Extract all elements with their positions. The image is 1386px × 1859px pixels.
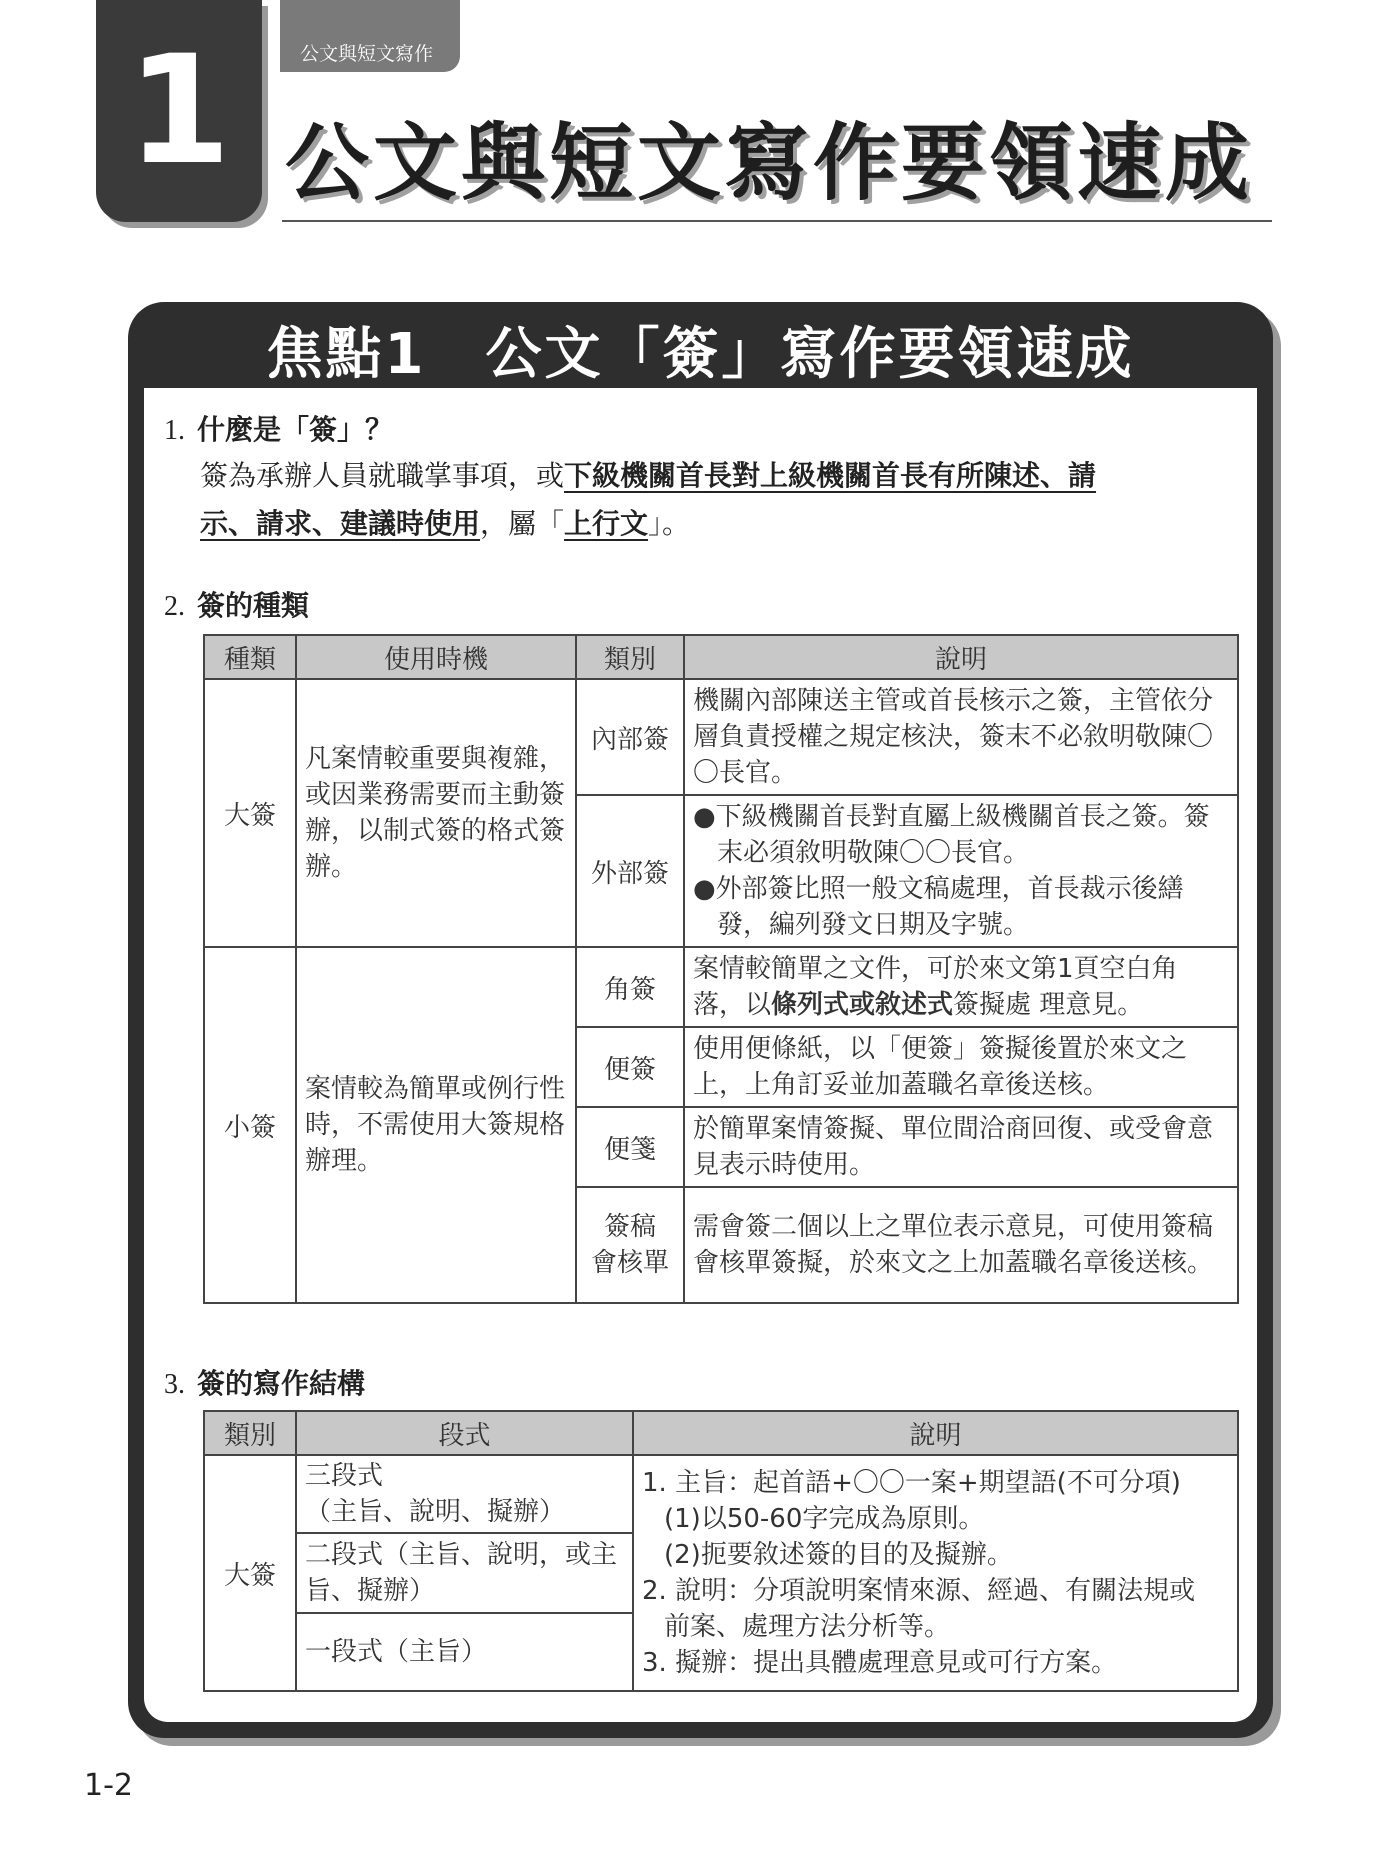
section-1-emphasis-a: 下級機關首長對上級機關首長有所陳述、請 [564, 459, 1097, 492]
table-row [204, 679, 1238, 795]
corner-sign-description [684, 947, 1238, 1027]
page-number: 1-2 [84, 1768, 133, 1803]
three-part-format-line-2: （主旨、說明、擬辦） [305, 1497, 566, 1527]
memo-sign-category: 便箋 [576, 1107, 684, 1187]
memo-sign-description: 於簡單案情簽擬、單位間洽商回復、或受會意見表示時使用。 [684, 1107, 1238, 1187]
header-category: 類別 [576, 635, 684, 679]
section-1-emphasis-b: 示、請求、建議時使用 [200, 507, 481, 540]
section-1-text-c: 」。 [648, 507, 691, 540]
structure-desc-line-3: (2)扼要敘述簽的目的及擬辦。 [664, 1540, 1013, 1570]
table-row [204, 1455, 1238, 1533]
sign-types-table [203, 634, 1239, 1304]
header-kind: 種類 [204, 635, 296, 679]
table-header-row [204, 635, 1238, 679]
structure-desc-line-4: 2. 說明：分項說明案情來源、經過、有關法規或 [642, 1576, 1196, 1606]
section-1-text-b: ，屬「 [480, 507, 565, 540]
structure-desc-line-2: (1)以50-60字完成為原則。 [664, 1504, 985, 1534]
corner-sign-category: 角簽 [576, 947, 684, 1027]
chapter-title: 公文與短文寫作要領速成 [285, 114, 1254, 212]
section-3-title: 簽的寫作結構 [197, 1367, 366, 1400]
review-sign-category-line-2: 會核單 [590, 1248, 669, 1278]
table-header-row [204, 1411, 1238, 1455]
section-1-heading [164, 408, 393, 448]
external-sign-bullet-2: ●外部簽比照一般文稿處理，首長裁示後繕發，編列發文日期及字號。 [693, 874, 1184, 940]
title-divider [282, 220, 1272, 222]
internal-sign-description: 機關內部陳送主管或首長核示之簽，主管依分層負責授權之規定核決，簽末不必敘明敬陳〇〇長官。 [684, 679, 1238, 795]
section-1-emphasis-c: 上行文 [564, 507, 649, 540]
section-3-number: 3. [164, 1369, 185, 1400]
sign-structure-table [203, 1410, 1239, 1692]
big-sign-kind: 大簽 [204, 679, 296, 947]
section-1-title: 什麼是「簽」？ [197, 413, 394, 446]
two-part-format: 二段式（主旨、說明，或主旨、擬辦） [296, 1533, 633, 1613]
big-sign-timing: 凡案情較重要與複雜，或因業務需要而主動簽辦，以制式簽的格式簽辦。 [296, 679, 576, 947]
small-sign-kind: 小簽 [204, 947, 296, 1303]
chapter-number: 1 [96, 0, 262, 222]
corner-sign-emphasis: 條列式或敘述式 [771, 990, 954, 1020]
external-sign-bullet-1: ●下級機關首長對直屬上級機關首長之簽。簽末必須敘明敬陳〇〇長官。 [693, 802, 1210, 868]
corner-sign-text-a: 案情較簡單之文件，可於來文第1頁空白角落，以 [693, 954, 1178, 1020]
structure-desc-line-6: 3. 擬辦：提出具體處理意見或可行方案。 [642, 1648, 1118, 1678]
structure-desc-line-5: 前案、處理方法分析等。 [664, 1612, 951, 1642]
review-sign-category-line-1: 簽稿 [603, 1212, 656, 1242]
header-description: 說明 [633, 1411, 1238, 1455]
internal-sign-category: 內部簽 [576, 679, 684, 795]
small-sign-timing: 案情較為簡單或例行性時，不需使用大簽規格辦理。 [296, 947, 576, 1303]
external-sign-category: 外部簽 [576, 795, 684, 947]
header-timing: 使用時機 [296, 635, 576, 679]
one-part-format: 一段式（主旨） [296, 1613, 633, 1691]
focus-title: 焦點1 公文「簽」寫作要領速成 [266, 322, 1135, 387]
section-2-number: 2. [164, 591, 185, 622]
section-2-heading [164, 584, 309, 624]
structure-kind: 大簽 [204, 1455, 296, 1691]
chapter-tab: 公文與短文寫作 [280, 0, 460, 72]
structure-description [633, 1455, 1238, 1691]
three-part-format-line-1: 三段式 [305, 1461, 384, 1491]
section-3-heading [164, 1362, 365, 1402]
review-sign-description: 需會簽二個以上之單位表示意見，可使用簽稿會核單簽擬，於來文之上加蓋職名章後送核。 [684, 1187, 1238, 1303]
three-part-format [296, 1455, 633, 1533]
header-format: 段式 [296, 1411, 633, 1455]
table-row [204, 947, 1238, 1027]
note-sign-category: 便簽 [576, 1027, 684, 1107]
header-category: 類別 [204, 1411, 296, 1455]
corner-sign-text-b: 簽擬處 理意見。 [953, 990, 1144, 1020]
header-description: 說明 [684, 635, 1238, 679]
note-sign-description: 使用便條紙，以「便簽」簽擬後置於來文之上，上角訂妥並加蓋職名章後送核。 [684, 1027, 1238, 1107]
section-1-line-1 [200, 452, 1096, 500]
section-1-number: 1. [164, 415, 185, 446]
section-1-line-2 [200, 500, 690, 548]
structure-desc-line-1: 1. 主旨：起首語+〇〇一案+期望語(不可分項) [642, 1468, 1181, 1498]
review-sign-category [576, 1187, 684, 1303]
section-1-text-a: 簽為承辦人員就職掌事項，或 [200, 459, 565, 492]
section-2-title: 簽的種類 [197, 589, 310, 622]
external-sign-description [684, 795, 1238, 947]
